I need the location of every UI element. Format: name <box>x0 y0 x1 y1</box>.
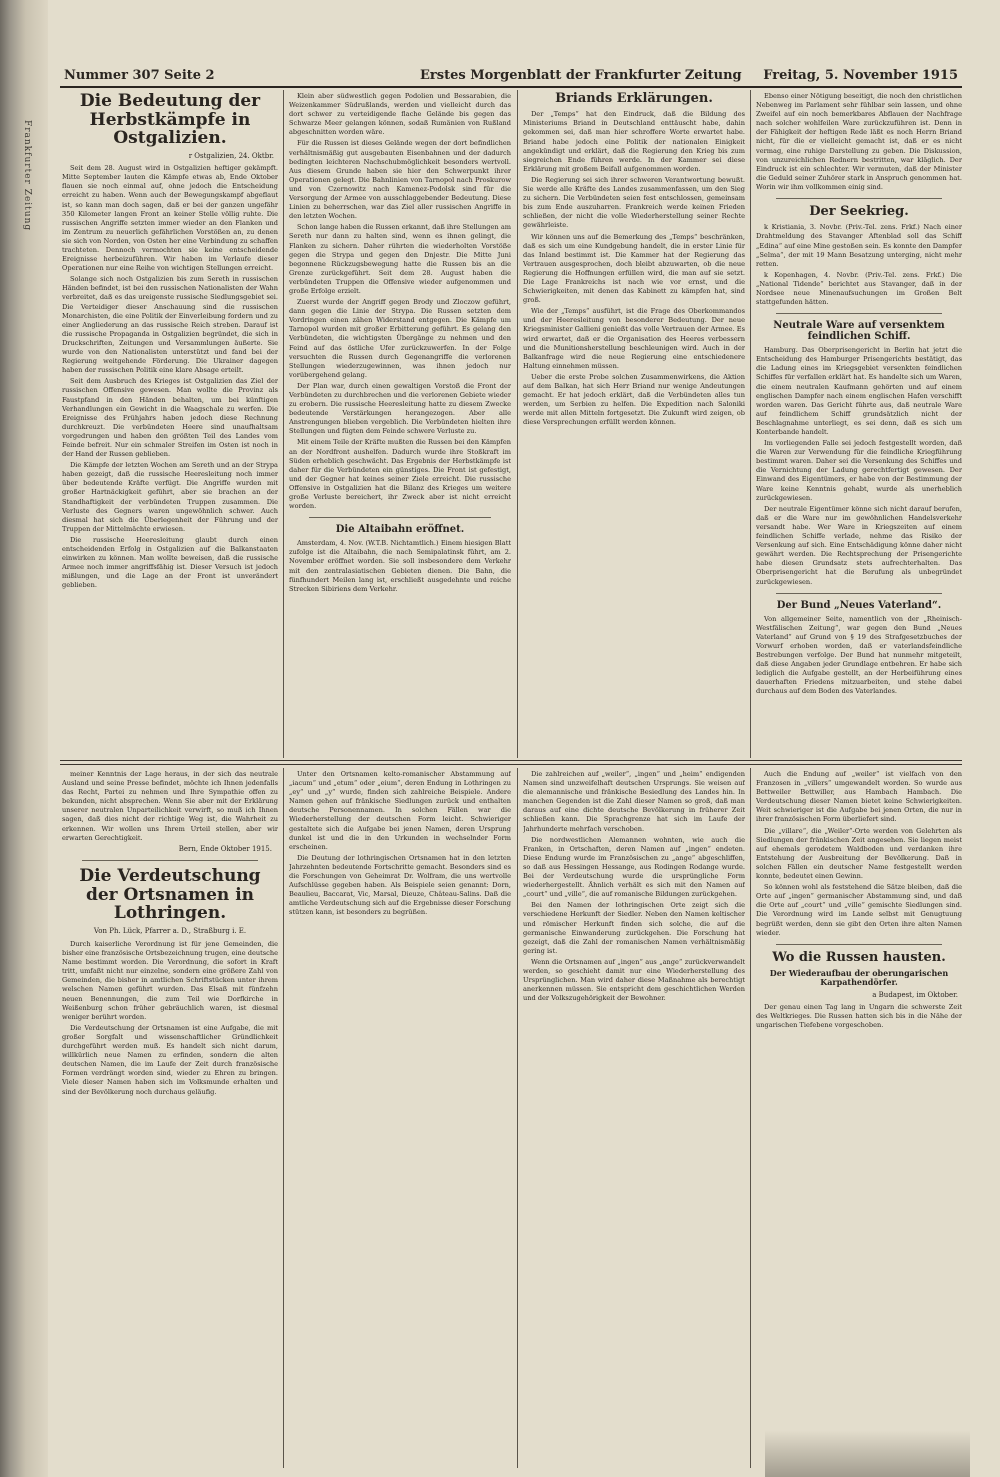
paragraph: Solange sich noch Ostgalizien bis zum Sereth in russischen Händen befindet, ist bei den russischen Nationalisten der Wahn verbreitet, daß es das ureigenste russische Siedlungsgebiet sei. Die Verteidiger dieser Anschauung sind die russischen Monarchisten, die eine Politik der Einverleibung fordern und zu einer Angliederung an das russische Reich streben. Darauf ist die russische Propaganda in Ostgalizien begründet, die sich in Druckschriften, Zeitungen und Versammlungen äußerte. Sie wurde von den Nationalisten unterstützt und fand bei der Regierung weitgehende Förderung. Die Ukrainer dagegen haben der russischen Politik eine klare Absage erteilt. <box>62 275 278 375</box>
paragraph: Die „villare“, die „Weiler“-Orte werden von Gelehrten als Siedlungen der fränkischen Zeit angesehen. Sie liegen meist auf ehemals gerodetem Waldboden und verdanken ihre Entstehung der Ausbreitung der Bevölkerung. Daß in solchen Fällen ein deutscher Name festgestellt werden konnte, bedeutet einen Gewinn. <box>756 826 962 881</box>
newspaper-title: Erstes Morgenblatt der Frankfurter Zeitung <box>420 68 742 83</box>
page-shadow <box>765 1430 970 1477</box>
paragraph: Seit dem 28. August wird in Ostgalizien heftiger gekämpft. Mitte September lauten die Kämpfe etwas ab, Ende Oktober flauen sie noch einmal auf, ohne jedoch die Entscheidung erreicht zu haben. Wenn auch der Bewegungskampf abgeflaut ist, so kann man doch sagen, daß er bei der ganzen ungefähr 350 Kilometer langen Front an keiner Stelle völlig ruhte. Die russischen Angriffe setzten immer wieder an den Flanken und im Zentrum zu neuerlich gefährlichen Vorstößen an, zu denen sie sich von Norden, von Osten her eine Verbindung zu schaffen trachteten. Dennoch vermochten sie keine entscheidende Ereignisse herbeizuführen. Wir haben im Verlaufe dieser Operationen nur eine Reihe von wichtigen Stellungen erreicht. <box>62 164 278 273</box>
paragraph: Die nordwestlichen Alemannen wohnten, wie auch die Franken, in Ortschaften, deren Namen auf „ingen“ endeten. Diese Endung wurde im Französischen zu „ange“ abgeschliffen, so daß aus Hessingen Hessange, aus Rodingen Rodange wurde. Bei der Verdeutschung wurde die ursprüngliche Form wiederhergestellt. Ähnlich verhält es sich mit den Namen auf „court“ und „ville“, die auf romanische Bildungen zurückgehen. <box>523 835 745 899</box>
byline-ortsnamen: Von Ph. Lück, Pfarrer a. D., Straßburg i. E. <box>93 926 247 935</box>
paragraph: Wir können uns auf die Bemerkung des „Temps“ beschränken, daß es sich um eine Kundgebung handelt, die in erster Linie für das Inland bestimmt ist. Die Kammer hat der Regierung das Vertrauen ausgesprochen, doch bleibt abzuwarten, ob die neue Regierung die Hoffnungen erfüllen wird, die man auf sie setzt. Die Lage Frankreichs ist nach wie vor ernst, und die Schwierigkeiten, mit denen das Kabinett zu kämpfen hat, sind groß. <box>523 232 745 305</box>
masthead <box>60 66 962 88</box>
article-briand <box>523 92 745 756</box>
paragraph: Seit dem Ausbruch des Krieges ist Ostgalizien das Ziel der russischen Offensive gewesen. Man wollte die Provinz als Faustpfand in den Händen behalten, um bei künftigen Verhandlungen ein Gewicht in die Waagschale zu werfen. Die Ereignisse des Frühjahrs haben jedoch diese Rechnung durchkreuzt. Die verbündeten Heere sind unaufhaltsam vorgedrungen und haben den größten Teil des Landes vom Feinde befreit. Nur ein schmaler Streifen im Osten ist noch in der Hand der Russen geblieben. <box>62 377 278 459</box>
article-herbstkaempfe <box>62 92 278 756</box>
article-ortsnamen-col2 <box>289 770 511 1470</box>
paragraph: Von allgemeiner Seite, namentlich von der „Rheinisch-Westfälischen Zeitung“, war gegen den Bund „Neues Vaterland“ auf Grund von § 19 des Strafgesetzbuches der Vorwurf erhoben worden, daß er vaterlandsfeindliche Bestrebungen verfolge. Der Bund hat nunmehr mitgeteilt, daß diese Angaben jeder Grundlage entbehren. Er habe sich lediglich die Aufgabe gestellt, an der Herbeiführung eines dauerhaften Friedens mitzuarbeiten, und stehe dabei durchaus auf dem Boden des Vaterlandes. <box>756 614 962 696</box>
paragraph: Die Verdeutschung der Ortsnamen ist eine Aufgabe, die mit großer Sorgfalt und wissenschaftlicher Gründlichkeit durchgeführt werden muß. Es handelt sich nicht darum, willkürlich neue Namen zu erfinden, sondern die alten deutschen Namen, die im Laufe der Zeit durch französische Formen verdrängt worden sind, wieder zu Ehren zu bringen. Viele dieser Namen haben sich im Volksmunde erhalten und sind der Bevölkerung noch durchaus geläufig. <box>62 1023 278 1096</box>
paragraph: Der genau einen Tag lang in Ungarn die schwerste Zeit des Weltkrieges. Die Russen hatten sich bis in die Nähe der ungarischen Tiefebene vorgeschoben. <box>756 1003 962 1030</box>
paragraph: Die zahlreichen auf „weiler“, „ingen“ und „heim“ endigenden Namen sind unzweifelhaft deutschen Ursprungs. Sie weisen auf die alemannische und fränkische Besiedlung des Landes hin. In manchen Gegenden ist die Zahl dieser Namen so groß, daß man daraus auf eine dichte deutsche Bevölkerung in früherer Zeit schließen kann. Die Sprachgrenze hat sich im Laufe der Jahrhunderte mehrfach verschoben. <box>523 770 745 833</box>
headline-neutrale-ware: Neutrale Ware auf versenktem feindlichen Schiff. <box>773 320 945 343</box>
paragraph: Bei den Namen der lothringischen Orte zeigt sich die verschiedene Herkunft der Siedler. Neben den Namen keltischer und römischer Herkunft finden sich solche, die auf die germanische Einwanderung zurückgehen. Die Forschung hat gezeigt, daß die Zahl der romanischen Namen verhältnismäßig gering ist. <box>523 901 745 955</box>
paragraph: Wie der „Temps“ ausführt, ist die Frage des Oberkommandos und der Heeresleitung von besonderer Bedeutung. Der neue Kriegsminister Gallieni genießt das volle Vertrauen der Armee. Es wird erwartet, daß er die Organisation des Heeres verbessern und die Munitionsherstellung beschleunigen wird. Auch in der Balkanfrage wird die neue Regierung eine entschiedenere Haltung einnehmen müssen. <box>523 307 745 370</box>
issue-date: Freitag, 5. November 1915 <box>763 68 958 83</box>
headline-bund-neues-vaterland: Der Bund „Neues Vaterland“. <box>776 599 942 611</box>
paragraph: Der „Temps“ hat den Eindruck, daß die Bildung des Ministeriums Briand in Deutschland enttäuscht habe, dahin gekommen sei, daß man hier schroffere Worte erwartet habe. Briand habe jedoch eine Politik der nationalen Einigkeit angekündigt und erklärt, daß die Regierung den Krieg bis zum siegreichen Ende führen werde. In der Kammer sei diese Erklärung mit großem Beifall aufgenommen worden. <box>523 110 745 173</box>
paragraph: Amsterdam, 4. Nov. (W.T.B. Nichtamtlich.) Einem hiesigen Blatt zufolge ist die Altaibahn, die nach Semipalatinsk führt, am 2. November eröffnet worden. Sie soll insbesondere dem Verkehr mit den zentralasiatischen Gebieten dienen. Die Bahn, die fünfhundert Meilen lang ist, erschließt ausgedehnte und reiche Strecken Sibiriens dem Verkehr. <box>289 539 511 593</box>
article-herbstkaempfe-continued <box>289 92 511 756</box>
subheadline-russen: Der Wiederaufbau der oberungarischen Karpathendörfer. <box>769 967 949 988</box>
paragraph: Für die Russen ist dieses Gelände wegen der dort befindlichen verhältnismäßig gut ausgebauten Eisenbahnen und der dadurch bedingten leichteren Nachschubmöglichkeit besonders wertvoll. Aus diesem Grunde haben sie hier den Schwerpunkt ihrer Operationen gelegt. Die Bahnlinien von Tarnopol nach Proskurow und von Czernowitz nach Kamenez-Podolsk sind für die Versorgung der Armee von ausschlaggebender Bedeutung. Diese Linien zu beherrschen, war das Ziel aller russischen Angriffe in den letzten Wochen. <box>289 139 511 221</box>
paragraph: Der Plan war, durch einen gewaltigen Vorstoß die Front der Verbündeten zu durchbrechen und die verlorenen Gebiete wieder zu erobern. Die russische Heeresleitung hatte zu diesem Zwecke bedeutende Verstärkungen herangezogen. Aber alle Anstrengungen blieben vergeblich. Die Verbündeten hielten ihre Stellungen und fügten dem Feinde schwere Verluste zu. <box>289 381 511 436</box>
signoff: Bern, Ende Oktober 1915. <box>178 844 272 853</box>
divider <box>776 593 942 594</box>
paragraph: So können wohl als feststehend die Sätze bleiben, daß die Orte auf „ingen“ germanischer Abstammung sind, und daß die Orte auf „court“ und „ville“ gemischte Siedlungen sind. Die Verordnung wird im Lande selbst mit Genugtuung begrüßt werden, denn sie gibt den Orten ihre alten Namen wieder. <box>756 883 962 937</box>
paragraph: Die Kämpfe der letzten Wochen am Sereth und an der Strypa haben gezeigt, daß die russische Heeresleitung noch immer über bedeutende Kräfte verfügt. Die Angriffe wurden mit großer Hartnäckigkeit geführt, aber sie brachen an der Standhaftigkeit der verbündeten Truppen zusammen. Die Verluste des Gegners waren ungewöhnlich schwer. Auch diesmal hat sich die Überlegenheit der Führung und der Truppen der Mittelmächte erwiesen. <box>62 461 278 533</box>
binding-label: Frankfurter Zeitung <box>22 120 32 232</box>
article-ortsnamen-col4 <box>756 770 962 1470</box>
paragraph: Der neutrale Eigentümer könne sich nicht darauf berufen, daß er die Ware nur im gewöhnlichen Handelsverkehr versandt habe. Wer Ware in Kriegszeiten auf einem feindlichen Schiffe verlade, nehme das Risiko der Versenkung auf sich. Eine Entschädigung könne daher nicht gewährt werden. Die Rechtsprechung der Prisengerichte habe diesen Grundsatz stets aufrechterhalten. Das Oberprisengericht hat die Berufung als unbegründet zurückgewiesen. <box>756 504 962 586</box>
paragraph: k Kopenhagen, 4. Novbr. (Priv.-Tel. zens. Frkf.) Die „National Tidende“ berichtet aus Stavanger, daß in der Nordsee neue Minenaufsuchungen im Großen Belt stattgefunden hätten. <box>756 270 962 307</box>
paragraph: Zuerst wurde der Angriff gegen Brody und Zloczow geführt, dann gegen die Linie der Strypa. Die Russen setzten dem Vordringen einen zähen Widerstand entgegen. Die Kämpfe um Tarnopol wurden mit großer Erbitterung geführt. Es gelang den Verbündeten, die wichtigsten Übergänge zu nehmen und den Feind auf das östliche Ufer zurückzuwerfen. In der Folge versuchten die Russen durch Gegenangriffe die verlorenen Stellungen wiederzugewinnen, was ihnen jedoch nur vorübergehend gelang. <box>289 298 511 379</box>
dateline-russen: a Budapest, im Oktober. <box>872 991 958 1000</box>
paragraph: Schon lange haben die Russen erkannt, daß ihre Stellungen am Sereth nur dann zu halten sind, wenn es ihnen gelingt, die Flanken zu sichern. Daher rührten die wiederholten Vorstöße gegen die Strypa und gegen den Dnjestr. Die Mitte Juni begonnene Rückzugsbewegung hatte die Russen bis an die Grenze zurückgeführt. Seit dem 28. August haben die verbündeten Truppen die Offensive wieder aufgenommen und große Erfolge erzielt. <box>289 223 511 295</box>
paragraph: Mit einem Teile der Kräfte mußten die Russen bei den Kämpfen an der Nordfront aushelfen. Dadurch wurde ihre Stoßkraft im Süden erheblich geschwächt. Das Ergebnis der Herbstkämpfe ist daher für die Verbündeten ein günstiges. Die Front ist gefestigt, und der Gegner hat keines seiner Ziele erreicht. Die russische Offensive in Ostgalizien hat die Bilanz des Krieges um weitere große Verluste bereichert, ihr Zweck aber ist nicht erreicht worden. <box>289 438 511 511</box>
headline-briand: Briands Erklärungen. <box>555 92 713 106</box>
paragraph: Wenn die Ortsnamen auf „ingen“ aus „ange“ zurückverwandelt werden, so geschieht damit nur eine Wiederherstellung des Ursprünglichen. Man wird daher diese Maßnahme als berechtigt anerkennen müssen. Sie entspricht dem geschichtlichen Werden und der Volkszugehörigkeit der Bewohner. <box>523 957 745 1003</box>
paragraph: Ueber die erste Probe solchen Zusammenwirkens, die Aktion auf dem Balkan, hat sich Herr Briand nur wenige Andeutungen gemacht. Er hat jedoch erklärt, daß die Verbündeten alles tun werden, um Serbien zu helfen. Die Expedition nach Saloniki werde mit allen Mitteln fortgesetzt. Die Zukunft wird zeigen, ob diese Versprechungen erfüllt werden können. <box>523 372 745 427</box>
divider <box>776 944 942 945</box>
paragraph: Ebenso einer Nötigung beseitigt, die noch den christlichen Nebenweg im Parlament sehr fühlbar sein lassen, und ohne Zweifel auf ein noch bemerkbares Abflauen der Nachfrage nach solcher wohlfeilen Ware zurückzuführen ist. Denn in der Fähigkeit der heftigen Rede läßt es noch Herrn Briand nicht, für die er vielleicht gemacht ist, daß er es nicht vermag, eine ruhige Darstellung zu geben. Die Diskussion, von unzureichlichen Rednern bestritten, war kläglich. Der Eindruck ist ein schlechter. Wir vermuten, daß der Minister die Geduld seiner Zuhörer stark in Anspruch genommen hat. Worin wir ihm vollkommen einig sind. <box>756 92 962 191</box>
paragraph: Klein aber südwestlich gegen Podolien und Bessarabien, die Weizenkammer Südrußlands, werden und vielleicht durch das dort schwer zu verteidigende flache Gelände bis gegen das Schwarze Meer gelangen können, sodaß Rumänien von Rußland abgeschnitten worden wäre. <box>289 92 511 137</box>
paragraph: Die russische Heeresleitung glaubt durch einen entscheidenden Erfolg in Ostgalizien auf die Balkanstaaten einwirken zu können. Man wollte beweisen, daß die russische Armee noch immer angriffsfähig ist. Dieser Versuch ist jedoch mißlungen, und die Lage an der Front ist unverändert geblieben. <box>62 535 278 590</box>
article-ortsnamen <box>62 770 278 1470</box>
dateline-herbstkaempfe: r Ostgalizien, 24. Oktbr. <box>188 152 274 161</box>
article-ortsnamen-col3 <box>523 770 745 1470</box>
divider <box>82 860 258 861</box>
paragraph: meiner Kenntnis der Lage heraus, in der sich das neutrale Ausland und seine Presse befindet, möchte ich Ihnen jedenfalls das Recht, Partei zu nehmen und Ihre Sympathie offen zu bekunden, nicht absprechen. Wenn Sie aber mit der Erklärung unserer neutralen Unparteilichkeit verwirft, so muß ich Ihnen sagen, daß dies nicht der richtige Weg ist, die Wahrheit zu erkennen. Wir wollen uns Ihrem Urteil stellen, aber wir erwarten Gerechtigkeit. <box>62 770 278 842</box>
divider <box>776 313 942 314</box>
paragraph: Durch kaiserliche Verordnung ist für jene Gemeinden, die bisher eine französische Ortsbezeichnung trugen, eine deutsche Name bestimmt worden. Die Verordnung, die sofort in Kraft tritt, umfaßt nicht nur einzelne, sondern eine größere Zahl von Gemeinden, die bisher in amtlichen Schriftstücken unter ihrem welschen Namen geführt wurden. Das Elsaß mit fünfzehn neuen Benennungen, die zum Teil wie Dorfkirche in Weißenburg schon früher gebräuchlich waren, ist diesmal weniger berührt worden. <box>62 940 278 1021</box>
headline-herbstkaempfe: Die Bedeutung der Herbstkämpfe in Ostgalizien. <box>79 92 261 149</box>
divider <box>776 198 942 199</box>
paragraph: Auch die Endung auf „weiler“ ist vielfach von den Franzosen in „villers“ umgewandelt worden. So wurde aus Bettweiler Bettwiller, aus Hambach Hambach. Die Verdeutschung dieser Namen bietet keine Schwierigkeiten. Weit schwieriger ist die Aufgabe bei jenen Orten, die nur in ihrer französischen Form überliefert sind. <box>756 770 962 824</box>
headline-seekrieg: Der Seekrieg. <box>809 204 909 220</box>
paragraph: Unter den Ortsnamen kelto-romanischer Abstammung auf „iacum“ und „etum“ oder „eium“, deren Endung in Lothringen zu „ey“ und „y“ wurde, finden sich zahlreiche Beispiele. Andere Namen gehen auf fränkische Siedlungen zurück und enthalten deutsche Personennamen. In solchen Fällen war die Wiederherstellung der deutschen Form leicht. Schwieriger gestaltete sich die Aufgabe bei jenen Namen, deren Ursprung dunkel ist und die in den Urkunden in wechselnder Form erscheinen. <box>289 770 511 851</box>
headline-ortsnamen: Die Verdeutschung der Ortsnamen in Lothringen. <box>79 865 261 924</box>
paragraph: k Kristiania, 3. Novbr. (Priv.-Tel. zens. Frkf.) Nach einer Drahtmeldung des Stavanger Aftenblad soll das Schiff „Edina“ auf eine Mine gestoßen sein. Es konnte den Dampfer „Selma“, der mit 19 Mann Besatzung unterging, nicht mehr retten. <box>756 223 962 268</box>
paragraph: Die Deutung der lothringischen Ortsnamen hat in den letzten Jahrzehnten bedeutende Fortschritte gemacht. Besonders sind es die Forschungen von Geheimrat Dr. Wolfram, die uns wertvolle Aufschlüsse gegeben haben. Als Beispiele seien genannt: Dorn, Beaulieu, Baccarat, Vic, Marsal, Dieuze, Château-Salins. Daß die amtliche Verdeutschung sich auf die Ergebnisse dieser Forschung stützen kann, ist besonders zu begrüßen. <box>289 853 511 917</box>
headline-russen: Wo die Russen hausten. <box>772 949 946 965</box>
divider <box>309 517 491 518</box>
article-column-four <box>756 92 962 756</box>
issue-number: Nummer 307 Seite 2 <box>64 68 215 83</box>
headline-altaibahn: Die Altaibahn eröffnet. <box>335 524 465 536</box>
paragraph: Im vorliegenden Falle sei jedoch festgestellt worden, daß die Waren zur Verwendung für die feindliche Kriegführung bestimmt waren. Daher sei die Versenkung des Schiffes und die Vernichtung der Ladung gerechtfertigt gewesen. Der Einwand des Eigentümers, er habe von der Bestimmung der Ware keine Kenntnis gehabt, wurde als unerheblich zurückgewiesen. <box>756 439 962 502</box>
paragraph: Hamburg. Das Oberprisengericht in Berlin hat jetzt die Entscheidung des Hamburger Prisengerichts bestätigt, das die Ladung eines im Kriegsgebiet versenkten feindlichen Schiffes für verfallen erklärt hat. Es handelte sich um Waren, die einem neutralen Kaufmann gehörten und auf einem englischen Dampfer nach einem englischen Hafen verschifft worden waren. Das Gericht führte aus, daß neutrale Ware auf feindlichem Schiff grundsätzlich nicht der Beschlagnahme unterliegt, es sei denn, daß es sich um Konterbande handelt. <box>756 346 962 437</box>
paragraph: Die Regierung sei sich ihrer schweren Verantwortung bewußt. Sie werde alle Kräfte des Landes zusammenfassen, um den Sieg zu sichern. Die Verbündeten seien fest entschlossen, gemeinsam bis zum Ende auszuharren. Frankreich werde keinen Frieden schließen, der nicht die volle Wiederherstellung seiner Rechte gewährleiste. <box>523 175 745 230</box>
page-binding-edge <box>0 0 48 1477</box>
